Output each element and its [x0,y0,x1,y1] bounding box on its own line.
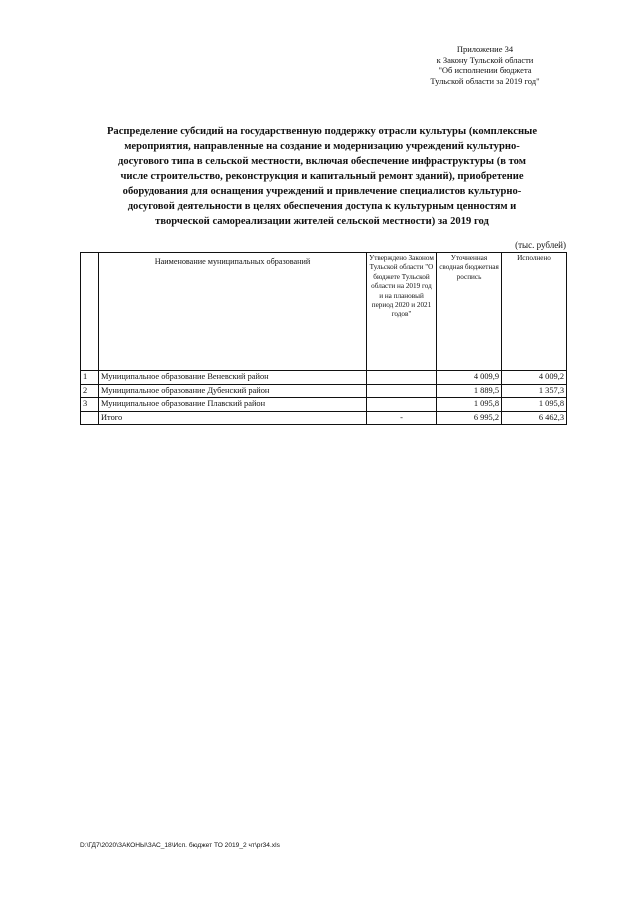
table-row [81,398,567,412]
row-refined: 1 095,8 [437,398,502,412]
header-approved: Утверждено Законом Тульской области "О бюджете Тульской области на 2019 год и на плановый период 2020 и 2021 годов" [367,253,437,371]
row-approved [367,384,437,398]
total-approved: - [367,411,437,425]
table-row [81,384,567,398]
row-refined: 1 889,5 [437,384,502,398]
total-num [81,411,99,425]
row-approved [367,371,437,385]
appendix-line: Тульской области за 2019 год" [430,75,540,86]
appendix-line: "Об исполнении бюджета [438,65,532,75]
total-refined: 6 995,2 [437,411,502,425]
table-row [81,371,567,385]
row-executed: 4 009,2 [502,371,567,385]
row-approved [367,398,437,412]
total-executed: 6 462,3 [502,411,567,425]
row-num: 3 [81,398,99,412]
total-name: Итого [99,411,367,425]
title-line: досуговой деятельности в целях обеспечения доступа к культурным ценностям и [127,201,517,212]
row-name: Муниципальное образование Плавский район [99,398,367,412]
row-num: 1 [81,371,99,385]
document-title [80,124,564,229]
header-num [81,253,99,371]
title-line: творческой самореализации жителей сельской местности) за 2019 год [155,216,489,227]
title-line: мероприятия, направленные на создание и модернизацию учреждений культурно- [124,141,520,152]
header-executed: Исполнено [502,253,567,371]
appendix-line: к Закону Тульской области [436,54,534,65]
row-num: 2 [81,384,99,398]
row-executed: 1 357,3 [502,384,567,398]
row-refined: 4 009,9 [437,371,502,385]
title-line: числе строительство, реконструкция и капитальный ремонт зданий), приобретение [120,171,524,182]
title-line: оборудования для оснащения учреждений и привлечение специалистов культурно- [122,186,522,197]
table-header-row [81,253,567,371]
row-name: Муниципальное образование Дубенский район [99,384,367,398]
units-label: (тыс. рублей) [515,240,566,250]
header-refined: Уточненная сводная бюджетная роспись [437,253,502,371]
title-line: досугового типа в сельской местности, включая обеспечение инфраструктуры (в том [118,156,526,167]
row-name: Муниципальное образование Веневский район [99,371,367,385]
header-name: Наименование муниципальных образований [99,253,367,371]
subsidy-table [80,252,567,425]
appendix-line: Приложение 34 [456,44,514,54]
appendix-note [400,44,570,86]
row-executed: 1 095,8 [502,398,567,412]
table-total-row [81,411,567,425]
title-line: Распределение субсидий на государственную поддержку отрасли культуры (комплексные [106,126,538,137]
file-path-footer: D:\ГД7\2020\ЗАКОНЫ\ЗАС_18\Исп. бюджет ТО 2019_2 чт\pr34.xls [80,842,280,849]
